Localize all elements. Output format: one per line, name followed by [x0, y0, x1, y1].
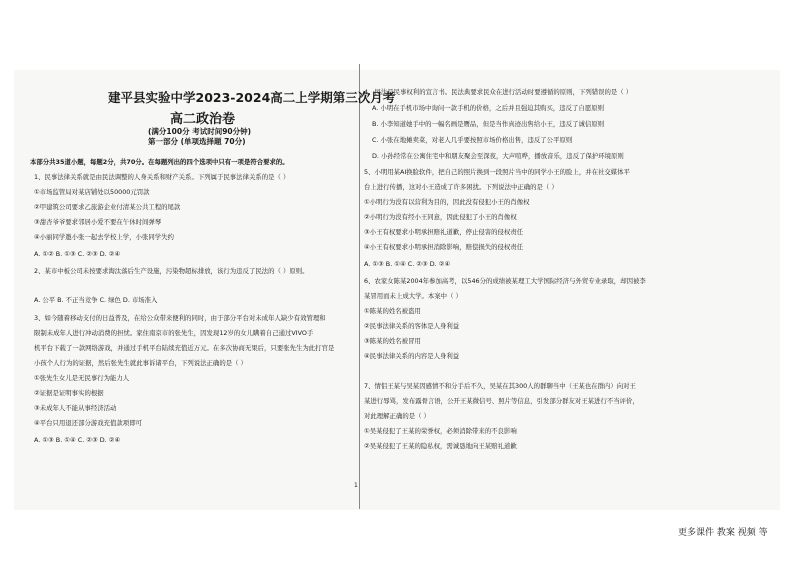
footer-link[interactable]: 更多课件 教案 视频 等 [678, 528, 768, 538]
choice-line: A. ①② B. ①③ C. ②③ D. ②④ [34, 250, 121, 258]
page-number: 1 [354, 482, 358, 489]
option-line: ②民事法律关系的客体是人身利益 [364, 322, 460, 330]
exam-subtitle: 高二政治卷 [170, 112, 236, 127]
instructions: 本部分共35道小题，每题2分，共70分。在每题列出的四个选项中只有一项是符合要求的。 [30, 158, 289, 166]
part-heading: 第一部分 (单项选择题 70分) [148, 137, 246, 146]
option-line: D. 小孙经常在公寓住宅中和朋友聚会至深夜，大声喧哗，播放音乐，违反了保护环境原则 [372, 152, 624, 160]
exam-meta: (满分100分 考试时间90分钟) [148, 127, 252, 136]
question-7: 7、情侣王某与吴某因感情不和分手后不久，吴某在其300人的群聊当中（王某也在群内）向对王 [364, 382, 636, 390]
question-3-text: 机平台下载了一款网络游戏，并通过手机平台陆续充值近万元。在多次协商无果后，只要张先生为此打官是 [34, 344, 335, 352]
column-divider [359, 64, 360, 509]
option-line: ④小丽同学邀小张一起去学校上学，小张同学失约 [34, 233, 174, 241]
option-line: ③小王有权要求小明承担赔礼道歉，停止侵害的侵权责任 [364, 228, 524, 236]
option-line: ①吴某侵犯了王某的荣誉权，必须消除带来的不良影响 [364, 427, 517, 435]
question-5-text: 台上进行传播，这对小王造成了许多困扰。下列说法中正确的是（ ） [364, 183, 558, 191]
option-line: ①陈某的姓名被盗用 [364, 307, 421, 315]
option-line: B. 小李知道她手中的一幅名画是赝品，但是当作真迹出售给小王，违反了诚信原则 [372, 120, 605, 128]
question-3-text: 限制未成年人进行冲动消费的担忧。家住南京市的张先生，因发现12岁的女儿瞒着自己通过VIVO手 [34, 329, 314, 337]
choice-line: A. ①③ B. ①④ C. ②③ D. ②④ [34, 436, 121, 444]
option-line: A. 小明在手机市场中询问一款手机的价格，之后并且强迫其购买，违反了自愿原则 [372, 104, 604, 112]
question-6: 6、农家女陈某2004年参加高考，以546分的成绩被某理工大学国际经济与外贸专业录取，却因被李 [364, 277, 646, 285]
choice-line: A. ①③ B. ①④ C. ②③ D. ②④ [364, 260, 451, 268]
option-line: ③甜杏爷爷要求邻居小爱不要在午休时间弹琴 [34, 218, 162, 226]
question-7-text: 对此理解正确的是（ ） [364, 412, 430, 420]
exam-sheet [14, 70, 780, 510]
exam-title: 建平县实验中学2023-2024高二上学期第三次月考 [108, 90, 396, 105]
option-line: C. 小张在地摊卖菜，对老人几乎要按照市场价格出售，违反了公平原则 [372, 136, 573, 144]
option-line: ②吴某侵犯了王某的隐私权，需诚恳地向王某赔礼道歉 [364, 442, 517, 450]
question-5: 5、小明用某AI换脸软件，把自己的照片换到一段照片当中的同学小王的脸上，并在社交媒体平 [364, 168, 630, 176]
question-4: 4、民法是民事权利的宣言书。民法典要求民众在进行活动时要遵循的原则，下列错误的是（ ） [364, 88, 633, 96]
question-3: 3、如今随着移动支付的日益普及，在给公众带来便利的同时，由于部分平台对未成年人缺少有效管理和 [34, 314, 326, 322]
question-1: 1、民事法律关系就是由民法调整的人身关系和财产关系。下列属于民事法律关系的是（ ） [34, 173, 290, 181]
option-line: ④小王有权要求小明承担消除影响，赔偿损失的侵权责任 [364, 243, 524, 251]
option-line: ①市场监管局对某店铺处以50000元罚款 [34, 188, 150, 196]
choice-line: A. 公平 B. 不正当竞争 C. 绿色 D. 市场准入 [34, 296, 158, 304]
option-line: ③陈某的姓名被冒用 [364, 337, 421, 345]
option-line: ②证据是证明事实的根据 [34, 389, 104, 397]
option-line: ②甲建筑公司要求乙旅游企业付清某公共工程的尾款 [34, 203, 181, 211]
option-line: ③未成年人不能从事经济活动 [34, 404, 117, 412]
option-line: ④平台只用退还部分游戏充值款项即可 [34, 419, 142, 427]
option-line: ④民事法律关系的内容是人身利益 [364, 352, 460, 360]
question-7-text: 某进行辱骂，发布露骨言语，公开王某微信号、照片等信息，引发部分群友对王某进行不当评价， [364, 397, 639, 405]
option-line: ②小明行为没有经小王同意，因此侵犯了小王的肖像权 [364, 213, 517, 221]
option-line: ①张先生女儿是无民事行为能力人 [34, 374, 130, 382]
question-3-text: 小孩个人行为的证据，然后张先生就此事诉诸平台，下列说法正确的是（ ） [34, 359, 247, 367]
option-line: ①小明行为没有以营利为目的，因此没有侵犯小王的肖像权 [364, 198, 530, 206]
question-6-text: 某冒用而未上成大学。本案中（ ） [364, 292, 462, 300]
question-2: 2、某市中板公司未按要求淘汰落后生产设施，污染物超标排放，该行为违反了民法的（ ）原则。 [34, 267, 309, 275]
